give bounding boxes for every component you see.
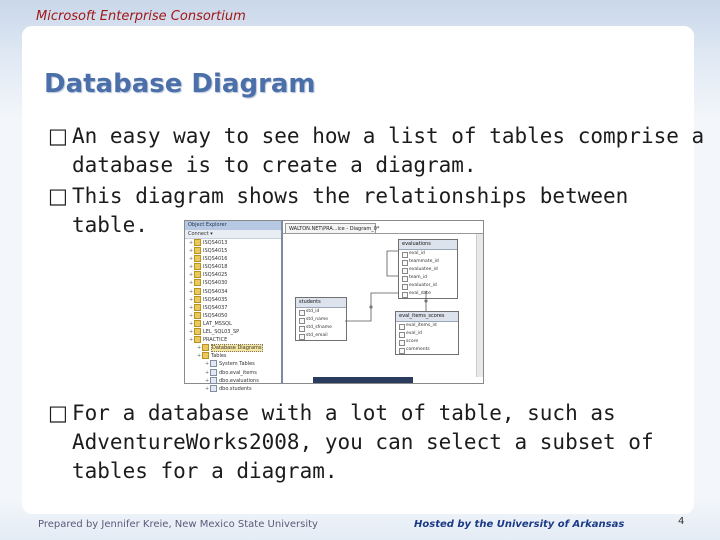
tree-item[interactable]	[185, 271, 281, 279]
tree-item[interactable]	[185, 320, 281, 328]
table-icon	[210, 369, 217, 376]
table-column: std_name	[296, 316, 346, 324]
database-icon	[202, 352, 209, 359]
table-column: comments	[396, 346, 458, 354]
tree-item-label: ISQS4018	[203, 264, 228, 271]
tree-item[interactable]	[185, 344, 281, 352]
table-icon	[210, 377, 217, 384]
expand-icon[interactable]: +	[189, 312, 194, 319]
diagram-tab[interactable]: WALTON.NET\PRA...ice - Diagram_0*	[285, 223, 376, 234]
horizontal-scrollbar[interactable]	[313, 377, 413, 383]
expand-icon[interactable]: +	[189, 288, 194, 295]
table-column: eval_id	[399, 250, 457, 258]
bullet-3-text: For a database with a lot of table, such as AdventureWorks2008, you can select a subset of tables for a diagram.	[72, 401, 654, 483]
bullet-mark: □	[48, 124, 68, 148]
tree-item[interactable]	[185, 239, 281, 247]
connect-button[interactable]: Connect ▾	[185, 230, 281, 239]
table-column: evaluatee_id	[399, 266, 457, 274]
consortium-header: Microsoft Enterprise Consortium	[36, 9, 246, 24]
table-column: team_id	[399, 274, 457, 282]
tree-item-label: dbo.students	[219, 385, 252, 392]
bullet-mark: □	[48, 184, 68, 208]
bullet-2-text: This diagram shows the relationships between table.	[72, 184, 629, 237]
object-explorer-panel	[185, 221, 283, 392]
tree-item[interactable]	[185, 312, 281, 320]
tree-item-label: System Tables	[219, 361, 255, 368]
diagram-editor	[283, 221, 483, 383]
table-students-header: students	[296, 298, 346, 308]
expand-icon[interactable]: +	[205, 369, 210, 376]
tree-item[interactable]	[185, 352, 281, 360]
tree-item[interactable]	[185, 296, 281, 304]
expand-icon[interactable]: +	[189, 320, 194, 327]
database-icon	[194, 247, 201, 254]
tree-item[interactable]	[185, 377, 281, 385]
tree-item-label: ISQS4025	[203, 272, 228, 279]
relationship-key-icon	[424, 299, 427, 302]
tree-item[interactable]	[185, 255, 281, 263]
tree-item-label: LAT_MSSQL	[203, 320, 232, 327]
database-icon	[194, 312, 201, 319]
database-icon	[194, 255, 201, 262]
table-column: eval_id	[396, 330, 458, 338]
tree-item-label: ISQS4016	[203, 256, 228, 263]
footer-credit: Prepared by Jennifer Kreie, New Mexico State University	[38, 519, 318, 530]
slide-title: Database Diagram	[44, 69, 316, 99]
database-icon	[194, 296, 201, 303]
vertical-scrollbar[interactable]	[476, 234, 483, 377]
tree-item[interactable]	[185, 328, 281, 336]
expand-icon[interactable]: +	[189, 272, 194, 279]
tree-item-label: Database Diagrams	[212, 345, 262, 352]
expand-icon[interactable]: +	[197, 353, 202, 360]
expand-icon[interactable]: +	[189, 337, 194, 344]
tree-item-label: ISQS4034	[203, 288, 228, 295]
bullet-3	[48, 399, 712, 486]
tree-item[interactable]	[185, 304, 281, 312]
tree-item[interactable]	[185, 369, 281, 377]
tree-item[interactable]	[185, 385, 281, 393]
tree-item-label: ISQS4037	[203, 304, 228, 311]
table-column: eval_items_id	[396, 322, 458, 330]
expand-icon[interactable]: +	[189, 248, 194, 255]
database-icon	[194, 320, 201, 327]
expand-icon[interactable]: +	[189, 304, 194, 311]
table-eval-items-header: eval_items_scores	[396, 312, 458, 322]
table-column: std_email	[296, 332, 346, 340]
relationship-key-icon	[369, 305, 372, 308]
database-icon	[194, 328, 201, 335]
bullet-1	[48, 122, 712, 180]
database-icon	[194, 288, 201, 295]
tree-item[interactable]	[185, 263, 281, 271]
table-column: score	[396, 338, 458, 346]
tree-item[interactable]	[185, 288, 281, 296]
database-icon	[194, 239, 201, 246]
tree-item[interactable]	[185, 247, 281, 255]
expand-icon[interactable]: +	[189, 280, 194, 287]
tree-item-label: Tables	[211, 353, 227, 360]
database-icon	[194, 263, 201, 270]
table-evaluations-header: evaluations	[399, 240, 457, 250]
expand-icon[interactable]: +	[197, 345, 202, 352]
table-column: std_sfname	[296, 324, 346, 332]
tree-item[interactable]	[185, 336, 281, 344]
database-icon	[194, 304, 201, 311]
tree-item-label: ISQS4035	[203, 296, 228, 303]
expand-icon[interactable]: +	[205, 361, 210, 368]
expand-icon[interactable]: +	[205, 377, 210, 384]
object-tree	[185, 239, 281, 393]
bullet-1-text: An easy way to see how a list of tables comprise a database is to create a diagram.	[72, 124, 705, 177]
tree-item-label: LEL_SQL03_SP	[203, 329, 240, 336]
table-column: teammate_id	[399, 258, 457, 266]
table-icon	[210, 385, 217, 392]
relationship-lines	[283, 221, 483, 383]
object-explorer-title: Object Explorer	[185, 221, 281, 230]
table-column: evaluator_id	[399, 282, 457, 290]
tree-item-label: dbo.evaluations	[219, 377, 259, 384]
database-icon	[194, 336, 201, 343]
table-column: std_id	[296, 308, 346, 316]
tree-item[interactable]	[185, 279, 281, 287]
bullet-mark: □	[48, 401, 68, 425]
expand-icon[interactable]: +	[205, 385, 210, 392]
tree-item-label: ISQS4050	[203, 312, 228, 319]
database-icon	[194, 271, 201, 278]
table-column: eval_date	[399, 290, 457, 298]
tree-item[interactable]	[185, 360, 281, 368]
expand-icon[interactable]: +	[189, 296, 194, 303]
database-icon	[194, 279, 201, 286]
footer-host: Hosted by the University of Arkansas	[414, 519, 625, 530]
tree-item-label: ISQS4030	[203, 280, 228, 287]
page-number: 4	[678, 516, 685, 527]
tree-item-label: dbo.eval_items	[219, 369, 257, 376]
expand-icon[interactable]: +	[189, 264, 194, 271]
tree-item-label: ISQS4015	[203, 248, 228, 255]
expand-icon[interactable]: +	[189, 329, 194, 336]
expand-icon[interactable]: +	[189, 256, 194, 263]
tree-item-label: ISQS4013	[203, 240, 228, 246]
relationship-line	[387, 251, 398, 276]
diagram-screenshot	[184, 220, 484, 392]
table-icon	[210, 360, 217, 367]
database-icon	[202, 344, 209, 351]
expand-icon[interactable]: +	[189, 240, 194, 246]
tree-item-label: PRACTICE	[203, 337, 228, 344]
